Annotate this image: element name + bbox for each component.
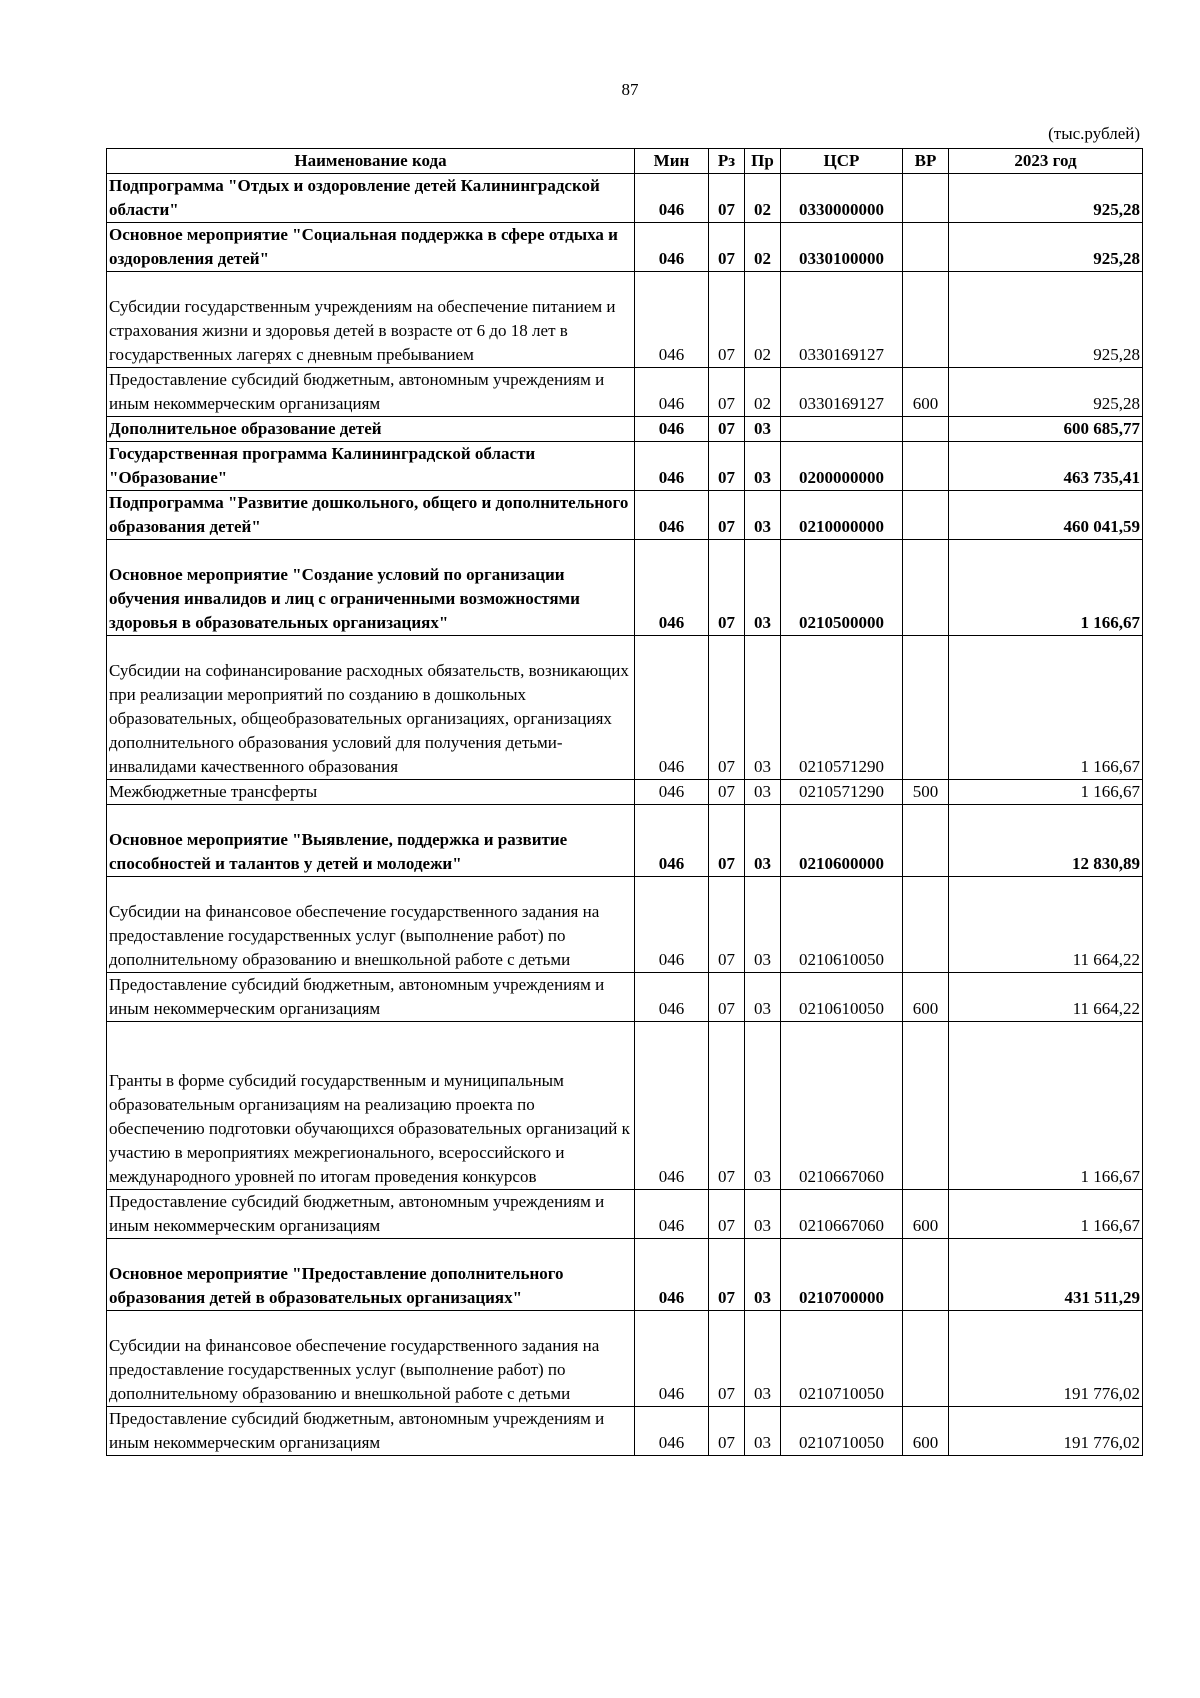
cell-pr: 03 bbox=[745, 417, 781, 442]
cell-csr: 0330169127 bbox=[781, 272, 903, 368]
cell-min: 046 bbox=[635, 1311, 709, 1407]
cell-pr: 03 bbox=[745, 805, 781, 877]
cell-min: 046 bbox=[635, 417, 709, 442]
cell-amount: 12 830,89 bbox=[949, 805, 1143, 877]
cell-rz: 07 bbox=[709, 223, 745, 272]
cell-min: 046 bbox=[635, 491, 709, 540]
cell-name: Основное мероприятие "Предоставление дополнительного образования детей в образовательных организациях" bbox=[107, 1239, 635, 1311]
cell-rz: 07 bbox=[709, 1407, 745, 1456]
col-header-csr: ЦСР bbox=[781, 149, 903, 174]
cell-pr: 03 bbox=[745, 1311, 781, 1407]
cell-amount: 925,28 bbox=[949, 174, 1143, 223]
cell-min: 046 bbox=[635, 780, 709, 805]
cell-min: 046 bbox=[635, 1190, 709, 1239]
cell-min: 046 bbox=[635, 1407, 709, 1456]
cell-rz: 07 bbox=[709, 805, 745, 877]
cell-name: Субсидии на финансовое обеспечение государственного задания на предоставление государственных услуг (выполнение работ) по дополнительному образованию и внешкольной работе с детьми bbox=[107, 1311, 635, 1407]
cell-vr bbox=[903, 540, 949, 636]
cell-csr: 0210500000 bbox=[781, 540, 903, 636]
units-label: (тыс.рублей) bbox=[1048, 124, 1140, 143]
col-header-pr: Пр bbox=[745, 149, 781, 174]
cell-name: Основное мероприятие "Создание условий по организации обучения инвалидов и лиц с ограниченными возможностями здоровья в образовательных организациях" bbox=[107, 540, 635, 636]
page-number: 87 bbox=[621, 80, 639, 99]
cell-csr: 0330100000 bbox=[781, 223, 903, 272]
table-row bbox=[107, 417, 1143, 442]
cell-amount: 1 166,67 bbox=[949, 780, 1143, 805]
table-row bbox=[107, 272, 1143, 368]
cell-csr: 0210710050 bbox=[781, 1407, 903, 1456]
cell-min: 046 bbox=[635, 174, 709, 223]
cell-csr: 0210571290 bbox=[781, 780, 903, 805]
cell-rz: 07 bbox=[709, 780, 745, 805]
cell-min: 046 bbox=[635, 805, 709, 877]
cell-amount: 1 166,67 bbox=[949, 636, 1143, 780]
cell-csr: 0210000000 bbox=[781, 491, 903, 540]
cell-vr: 500 bbox=[903, 780, 949, 805]
cell-vr bbox=[903, 1311, 949, 1407]
cell-name: Субсидии на финансовое обеспечение государственного задания на предоставление государственных услуг (выполнение работ) по дополнительному образованию и внешкольной работе с детьми bbox=[107, 877, 635, 973]
cell-csr: 0330169127 bbox=[781, 368, 903, 417]
table-row bbox=[107, 442, 1143, 491]
cell-name: Дополнительное образование детей bbox=[107, 417, 635, 442]
cell-vr bbox=[903, 805, 949, 877]
cell-rz: 07 bbox=[709, 442, 745, 491]
table-row bbox=[107, 174, 1143, 223]
cell-csr: 0210667060 bbox=[781, 1190, 903, 1239]
table-row bbox=[107, 1407, 1143, 1456]
col-header-rz: Рз bbox=[709, 149, 745, 174]
cell-pr: 02 bbox=[745, 174, 781, 223]
cell-pr: 03 bbox=[745, 1190, 781, 1239]
cell-rz: 07 bbox=[709, 636, 745, 780]
cell-amount: 925,28 bbox=[949, 272, 1143, 368]
table-row bbox=[107, 1311, 1143, 1407]
cell-min: 046 bbox=[635, 540, 709, 636]
cell-amount: 600 685,77 bbox=[949, 417, 1143, 442]
cell-vr bbox=[903, 636, 949, 780]
cell-min: 046 bbox=[635, 877, 709, 973]
table-row bbox=[107, 780, 1143, 805]
cell-name: Субсидии на софинансирование расходных обязательств, возникающих при реализации мероприятий по созданию в дошкольных образовательных, общеобразовательных организациях, организациях дополнительного образования условий для получения детьми-инвалидами качественного образования bbox=[107, 636, 635, 780]
cell-amount: 11 664,22 bbox=[949, 973, 1143, 1022]
cell-amount: 11 664,22 bbox=[949, 877, 1143, 973]
cell-min: 046 bbox=[635, 442, 709, 491]
cell-min: 046 bbox=[635, 368, 709, 417]
cell-rz: 07 bbox=[709, 1239, 745, 1311]
cell-vr bbox=[903, 417, 949, 442]
cell-rz: 07 bbox=[709, 1311, 745, 1407]
cell-vr bbox=[903, 174, 949, 223]
cell-rz: 07 bbox=[709, 1022, 745, 1190]
cell-pr: 03 bbox=[745, 973, 781, 1022]
cell-vr bbox=[903, 442, 949, 491]
col-header-year: 2023 год bbox=[949, 149, 1143, 174]
cell-csr: 0210710050 bbox=[781, 1311, 903, 1407]
cell-min: 046 bbox=[635, 1022, 709, 1190]
cell-rz: 07 bbox=[709, 540, 745, 636]
cell-pr: 02 bbox=[745, 272, 781, 368]
cell-vr bbox=[903, 491, 949, 540]
table-row bbox=[107, 877, 1143, 973]
cell-amount: 191 776,02 bbox=[949, 1407, 1143, 1456]
table-row bbox=[107, 1239, 1143, 1311]
cell-name: Подпрограмма "Развитие дошкольного, общего и дополнительного образования детей" bbox=[107, 491, 635, 540]
cell-rz: 07 bbox=[709, 491, 745, 540]
table-row bbox=[107, 223, 1143, 272]
cell-min: 046 bbox=[635, 636, 709, 780]
cell-rz: 07 bbox=[709, 272, 745, 368]
cell-pr: 03 bbox=[745, 877, 781, 973]
table-row bbox=[107, 973, 1143, 1022]
table-row bbox=[107, 1022, 1143, 1190]
cell-csr: 0210610050 bbox=[781, 877, 903, 973]
cell-amount: 1 166,67 bbox=[949, 1022, 1143, 1190]
cell-csr bbox=[781, 417, 903, 442]
cell-amount: 431 511,29 bbox=[949, 1239, 1143, 1311]
cell-csr: 0210571290 bbox=[781, 636, 903, 780]
cell-name: Межбюджетные трансферты bbox=[107, 780, 635, 805]
cell-name: Подпрограмма "Отдых и оздоровление детей Калининградской области" bbox=[107, 174, 635, 223]
cell-rz: 07 bbox=[709, 417, 745, 442]
cell-name: Основное мероприятие "Социальная поддержка в сфере отдыха и оздоровления детей" bbox=[107, 223, 635, 272]
cell-vr: 600 bbox=[903, 1190, 949, 1239]
cell-pr: 03 bbox=[745, 442, 781, 491]
budget-table bbox=[106, 148, 1143, 1456]
cell-min: 046 bbox=[635, 223, 709, 272]
cell-name: Государственная программа Калининградской области "Образование" bbox=[107, 442, 635, 491]
cell-pr: 02 bbox=[745, 223, 781, 272]
cell-pr: 03 bbox=[745, 780, 781, 805]
cell-amount: 191 776,02 bbox=[949, 1311, 1143, 1407]
cell-name: Предоставление субсидий бюджетным, автономным учреждениям и иным некоммерческим организациям bbox=[107, 368, 635, 417]
cell-min: 046 bbox=[635, 1239, 709, 1311]
cell-pr: 03 bbox=[745, 1407, 781, 1456]
cell-min: 046 bbox=[635, 272, 709, 368]
cell-rz: 07 bbox=[709, 973, 745, 1022]
cell-amount: 463 735,41 bbox=[949, 442, 1143, 491]
cell-min: 046 bbox=[635, 973, 709, 1022]
cell-csr: 0200000000 bbox=[781, 442, 903, 491]
cell-name: Гранты в форме субсидий государственным и муниципальным образовательным организациям на реализацию проекта по обеспечению подготовки обучающихся образовательных организаций к участию в мероприятиях межрегионального, всероссийского и международного уровней по итогам проведения конкурсов bbox=[107, 1022, 635, 1190]
cell-name: Предоставление субсидий бюджетным, автономным учреждениям и иным некоммерческим организациям bbox=[107, 973, 635, 1022]
col-header-name: Наименование кода bbox=[107, 149, 635, 174]
cell-vr bbox=[903, 223, 949, 272]
cell-vr bbox=[903, 1022, 949, 1190]
cell-name: Предоставление субсидий бюджетным, автономным учреждениям и иным некоммерческим организациям bbox=[107, 1407, 635, 1456]
cell-vr: 600 bbox=[903, 368, 949, 417]
cell-pr: 03 bbox=[745, 540, 781, 636]
cell-amount: 925,28 bbox=[949, 368, 1143, 417]
table-body bbox=[107, 174, 1143, 1456]
cell-pr: 03 bbox=[745, 491, 781, 540]
cell-pr: 02 bbox=[745, 368, 781, 417]
cell-name: Основное мероприятие "Выявление, поддержка и развитие способностей и талантов у детей и молодежи" bbox=[107, 805, 635, 877]
cell-csr: 0210667060 bbox=[781, 1022, 903, 1190]
cell-csr: 0210610050 bbox=[781, 973, 903, 1022]
cell-rz: 07 bbox=[709, 1190, 745, 1239]
cell-amount: 1 166,67 bbox=[949, 540, 1143, 636]
cell-pr: 03 bbox=[745, 1239, 781, 1311]
header-row bbox=[107, 149, 1143, 174]
table-row bbox=[107, 540, 1143, 636]
cell-vr bbox=[903, 1239, 949, 1311]
cell-amount: 460 041,59 bbox=[949, 491, 1143, 540]
table-row bbox=[107, 805, 1143, 877]
table-row bbox=[107, 1190, 1143, 1239]
cell-name: Субсидии государственным учреждениям на обеспечение питанием и страхования жизни и здоровья детей в возрасте от 6 до 18 лет в государственных лагерях с дневным пребыванием bbox=[107, 272, 635, 368]
cell-vr bbox=[903, 272, 949, 368]
cell-amount: 1 166,67 bbox=[949, 1190, 1143, 1239]
cell-csr: 0210600000 bbox=[781, 805, 903, 877]
cell-vr: 600 bbox=[903, 1407, 949, 1456]
cell-amount: 925,28 bbox=[949, 223, 1143, 272]
cell-rz: 07 bbox=[709, 368, 745, 417]
col-header-min: Мин bbox=[635, 149, 709, 174]
col-header-vr: ВР bbox=[903, 149, 949, 174]
cell-rz: 07 bbox=[709, 877, 745, 973]
cell-name: Предоставление субсидий бюджетным, автономным учреждениям и иным некоммерческим организациям bbox=[107, 1190, 635, 1239]
cell-csr: 0210700000 bbox=[781, 1239, 903, 1311]
cell-vr: 600 bbox=[903, 973, 949, 1022]
cell-rz: 07 bbox=[709, 174, 745, 223]
cell-vr bbox=[903, 877, 949, 973]
table-row bbox=[107, 491, 1143, 540]
cell-csr: 0330000000 bbox=[781, 174, 903, 223]
table-row bbox=[107, 636, 1143, 780]
cell-pr: 03 bbox=[745, 636, 781, 780]
cell-pr: 03 bbox=[745, 1022, 781, 1190]
table-row bbox=[107, 368, 1143, 417]
